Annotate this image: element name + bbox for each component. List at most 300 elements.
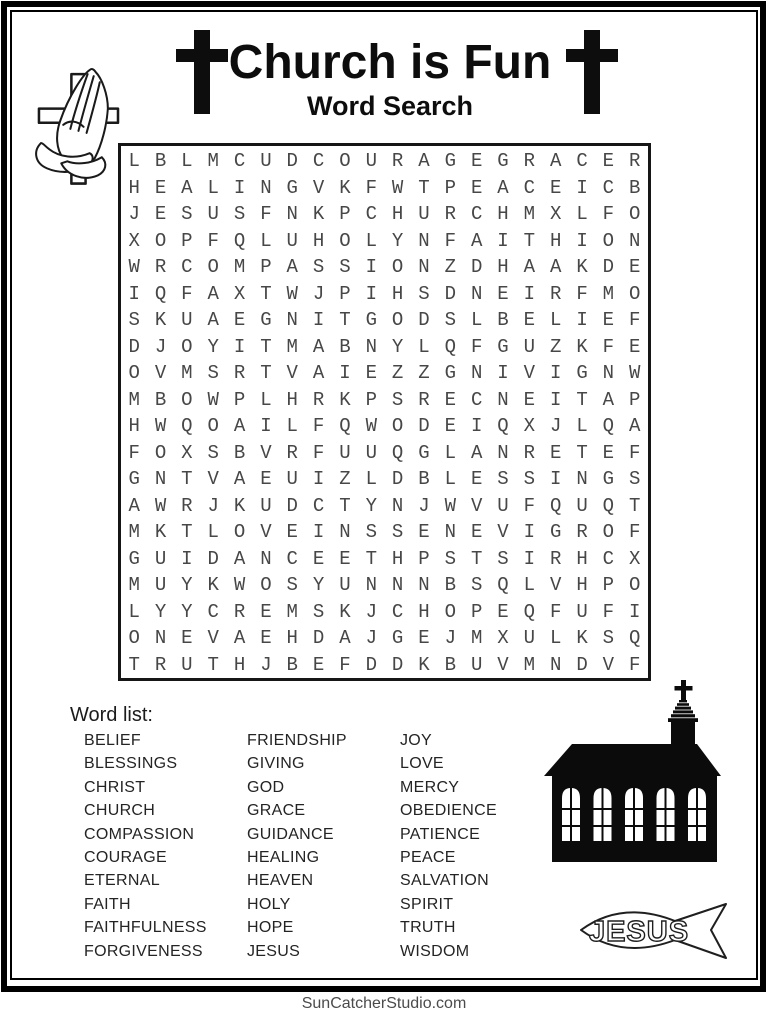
grid-cell: S <box>207 441 219 464</box>
grid-cell: H <box>233 653 246 676</box>
grid-cell: X <box>181 441 193 464</box>
word-item: SPIRIT <box>400 895 454 913</box>
word-item: SALVATION <box>400 872 489 890</box>
grid-cell: E <box>365 362 377 385</box>
grid-cell: F <box>207 229 219 252</box>
grid-cell: E <box>629 335 641 358</box>
grid-cell: O <box>629 282 641 305</box>
grid-cell: V <box>260 521 272 544</box>
grid-cell: A <box>602 388 615 411</box>
grid-cell: J <box>365 627 377 650</box>
grid-cell: J <box>312 282 325 305</box>
grid-cell: I <box>549 468 562 491</box>
grid-cell: U <box>523 335 536 358</box>
grid-cell: T <box>339 494 351 517</box>
grid-cell: E <box>549 176 562 199</box>
grid-cell: R <box>523 150 536 173</box>
grid-cell: E <box>312 547 325 570</box>
grid-cell: R <box>444 203 456 226</box>
word-item: TRUTH <box>400 919 456 937</box>
grid-cell: V <box>549 574 562 597</box>
grid-cell: I <box>497 362 509 385</box>
grid-cell: P <box>339 203 351 226</box>
grid-cell: T <box>181 521 193 544</box>
grid-cell: C <box>312 150 325 173</box>
grid-cell: W <box>128 256 140 279</box>
grid-cell: R <box>549 547 562 570</box>
grid-cell: O <box>207 415 219 438</box>
grid-cell: M <box>233 256 246 279</box>
grid-cell: V <box>497 653 509 676</box>
grid-row <box>121 175 648 202</box>
grid-cell: E <box>523 309 536 332</box>
grid-cell: R <box>181 494 193 517</box>
grid-cell: S <box>181 203 193 226</box>
grid-cell: C <box>312 494 325 517</box>
grid-cell: O <box>128 362 140 385</box>
grid-cell: V <box>312 176 325 199</box>
grid-cell: I <box>339 362 351 385</box>
grid-cell: A <box>549 256 562 279</box>
word-item: GOD <box>247 778 285 796</box>
grid-cell: E <box>444 388 456 411</box>
grid-cell: Z <box>339 468 351 491</box>
grid-cell: F <box>629 309 641 332</box>
grid-cell: S <box>497 468 509 491</box>
grid-row <box>121 572 648 599</box>
grid-cell: S <box>312 256 325 279</box>
word-item: OBEDIENCE <box>400 802 497 820</box>
grid-cell: H <box>549 229 562 252</box>
grid-cell: L <box>181 150 193 173</box>
grid-cell: H <box>128 415 140 438</box>
grid-cell: U <box>339 574 351 597</box>
grid-cell: G <box>365 309 377 332</box>
grid-row <box>121 228 648 255</box>
grid-cell: J <box>444 627 456 650</box>
grid-cell: A <box>339 627 351 650</box>
grid-cell: A <box>128 494 140 517</box>
grid-cell: N <box>260 176 272 199</box>
word-item: MERCY <box>400 778 460 796</box>
grid-cell: O <box>128 627 140 650</box>
grid-cell: Z <box>444 256 456 279</box>
word-item: JESUS <box>247 942 301 960</box>
grid-cell: H <box>391 547 404 570</box>
grid-cell: H <box>576 547 588 570</box>
grid-cell: S <box>629 468 641 491</box>
word-item: BELIEF <box>84 732 141 749</box>
grid-cell: R <box>312 388 325 411</box>
grid-cell: K <box>339 388 351 411</box>
grid-cell: J <box>365 600 377 623</box>
grid-cell: M <box>286 600 298 623</box>
page-subtitle: Word Search <box>306 91 474 122</box>
grid-cell: J <box>260 653 272 676</box>
grid-cell: T <box>128 653 140 676</box>
grid-cell: O <box>629 203 641 226</box>
grid-cell: Q <box>391 441 404 464</box>
grid-cell: L <box>444 468 456 491</box>
grid-cell: L <box>128 150 140 173</box>
grid-cell: F <box>629 441 641 464</box>
grid-cell: L <box>444 441 456 464</box>
grid-cell: O <box>391 415 404 438</box>
grid-cell: J <box>207 494 219 517</box>
grid-cell: W <box>444 494 456 517</box>
grid-cell: L <box>260 229 272 252</box>
grid-row <box>121 387 648 414</box>
grid-cell: V <box>286 362 298 385</box>
grid-cell: F <box>470 335 483 358</box>
grid-cell: N <box>629 229 641 252</box>
grid-cell: O <box>154 441 167 464</box>
grid-cell: A <box>233 547 246 570</box>
grid-cell: J <box>418 494 430 517</box>
word-item: GIVING <box>247 755 305 773</box>
word-item: HEALING <box>247 849 320 867</box>
grid-cell: U <box>181 309 193 332</box>
grid-cell: U <box>576 600 588 623</box>
grid-cell: A <box>312 362 325 385</box>
grid-cell: D <box>286 150 298 173</box>
grid-cell: E <box>233 309 246 332</box>
grid-cell: K <box>207 574 219 597</box>
grid-cell: B <box>444 574 456 597</box>
grid-cell: O <box>260 574 272 597</box>
grid-cell: X <box>629 547 641 570</box>
grid-cell: E <box>444 415 456 438</box>
grid-cell: M <box>207 150 219 173</box>
grid-cell: M <box>128 388 140 411</box>
grid-cell: N <box>549 653 562 676</box>
grid-cell: T <box>207 653 219 676</box>
grid-cell: U <box>154 574 167 597</box>
grid-cell: Y <box>312 574 325 597</box>
grid-cell: Y <box>181 574 193 597</box>
grid-cell: X <box>128 229 140 252</box>
grid-cell: W <box>154 415 167 438</box>
grid-cell: T <box>339 309 351 332</box>
grid-cell: P <box>181 229 193 252</box>
grid-cell: D <box>391 653 404 676</box>
grid-cell: O <box>154 229 167 252</box>
word-item: FORGIVENESS <box>84 942 203 960</box>
grid-cell: P <box>365 388 377 411</box>
grid-row <box>121 281 648 308</box>
grid-cell: V <box>602 653 615 676</box>
grid-cell: R <box>286 441 298 464</box>
grid-cell: A <box>629 415 641 438</box>
grid-cell: L <box>470 309 483 332</box>
grid-cell: U <box>207 203 219 226</box>
word-item: BLESSINGS <box>84 755 178 773</box>
grid-cell: O <box>339 229 351 252</box>
grid-cell: W <box>365 415 377 438</box>
grid-cell: Q <box>497 574 509 597</box>
grid-cell: Q <box>629 627 641 650</box>
grid-cell: C <box>602 547 615 570</box>
grid-cell: E <box>154 176 167 199</box>
grid-cell: K <box>576 256 588 279</box>
grid-cell: R <box>576 521 588 544</box>
word-item: HOLY <box>247 895 291 913</box>
grid-cell: F <box>549 600 562 623</box>
grid-cell: E <box>418 627 430 650</box>
grid-cell: V <box>497 521 509 544</box>
grid-cell: Q <box>523 600 536 623</box>
grid-cell: V <box>154 362 167 385</box>
grid-cell: U <box>286 468 298 491</box>
grid-cell: S <box>470 574 483 597</box>
grid-cell: W <box>207 388 219 411</box>
grid-cell: A <box>233 468 246 491</box>
grid-cell: G <box>444 150 456 173</box>
grid-cell: C <box>576 150 588 173</box>
grid-cell: T <box>365 547 377 570</box>
grid-cell: O <box>207 256 219 279</box>
grid-cell: I <box>497 229 509 252</box>
grid-cell: G <box>128 547 140 570</box>
grid-row <box>121 519 648 546</box>
grid-cell: N <box>365 574 377 597</box>
grid-row <box>121 360 648 387</box>
grid-cell: P <box>339 282 351 305</box>
grid-cell: A <box>418 150 430 173</box>
grid-cell: V <box>207 468 219 491</box>
grid-cell: F <box>181 282 193 305</box>
grid-cell: V <box>523 362 536 385</box>
grid-cell: O <box>629 574 641 597</box>
grid-cell: L <box>523 574 536 597</box>
grid-cell: X <box>523 415 536 438</box>
grid-cell: G <box>260 309 272 332</box>
grid-cell: B <box>154 150 167 173</box>
grid-cell: E <box>470 150 483 173</box>
page-title: Church is Fun <box>228 36 552 89</box>
grid-cell: I <box>629 600 641 623</box>
grid-cell: O <box>602 229 615 252</box>
word-item: CHURCH <box>84 802 156 820</box>
grid-cell: U <box>365 441 377 464</box>
grid-cell: U <box>523 627 536 650</box>
word-item: JOY <box>400 732 433 749</box>
grid-cell: O <box>602 521 615 544</box>
grid-cell: W <box>629 362 641 385</box>
grid-row <box>121 413 648 440</box>
grid-cell: I <box>549 362 562 385</box>
grid-cell: I <box>312 468 325 491</box>
grid-cell: V <box>470 494 483 517</box>
grid-cell: O <box>233 521 246 544</box>
grid-cell: N <box>470 282 483 305</box>
grid-cell: N <box>470 362 483 385</box>
grid-cell: K <box>312 203 325 226</box>
grid-cell: S <box>207 362 219 385</box>
word-column <box>247 729 347 963</box>
grid-cell: P <box>418 547 430 570</box>
grid-cell: Q <box>602 494 615 517</box>
grid-cell: E <box>260 627 272 650</box>
word-item: GUIDANCE <box>247 825 334 843</box>
grid-cell: Y <box>365 494 377 517</box>
grid-cell: L <box>207 521 219 544</box>
grid-cell: I <box>233 335 246 358</box>
grid-cell: U <box>260 494 272 517</box>
grid-cell: I <box>365 256 377 279</box>
grid-cell: L <box>549 309 562 332</box>
grid-row <box>121 334 648 361</box>
grid-row <box>121 201 648 228</box>
grid-cell: B <box>418 468 430 491</box>
grid-cell: A <box>470 441 483 464</box>
grid-cell: W <box>154 494 167 517</box>
grid-cell: E <box>154 203 167 226</box>
grid-cell: F <box>365 176 377 199</box>
grid-cell: I <box>523 521 536 544</box>
grid-cell: X <box>549 203 562 226</box>
grid-cell: D <box>286 494 298 517</box>
grid-cell: D <box>312 627 325 650</box>
grid-cell: N <box>286 203 298 226</box>
grid-cell: G <box>497 335 509 358</box>
cross-icon <box>566 30 618 114</box>
grid-cell: T <box>576 388 588 411</box>
grid-cell: G <box>444 362 456 385</box>
grid-cell: Q <box>154 282 167 305</box>
grid-cell: T <box>629 494 641 517</box>
grid-cell: L <box>365 229 377 252</box>
grid-cell: O <box>391 256 404 279</box>
word-item: WISDOM <box>400 942 470 960</box>
word-item: FAITH <box>84 895 131 913</box>
grid-cell: W <box>286 282 298 305</box>
grid-cell: D <box>365 653 377 676</box>
grid-cell: G <box>602 468 615 491</box>
grid-cell: A <box>549 150 562 173</box>
grid-cell: T <box>181 468 193 491</box>
grid-cell: O <box>181 388 193 411</box>
grid-cell: K <box>576 335 588 358</box>
grid-cell: N <box>260 547 272 570</box>
grid-cell: F <box>339 653 351 676</box>
letter-grid <box>118 143 651 681</box>
grid-cell: K <box>154 521 167 544</box>
grid-cell: R <box>233 600 246 623</box>
grid-cell: S <box>391 521 404 544</box>
grid-cell: E <box>497 282 509 305</box>
grid-cell: P <box>470 600 483 623</box>
grid-cell: S <box>365 521 377 544</box>
grid-cell: A <box>470 229 483 252</box>
grid-cell: L <box>576 415 588 438</box>
grid-cell: S <box>602 627 615 650</box>
grid-cell: B <box>233 441 246 464</box>
grid-cell: H <box>497 256 509 279</box>
grid-cell: H <box>576 574 588 597</box>
grid-cell: Q <box>339 415 351 438</box>
grid-cell: I <box>312 309 325 332</box>
word-item: FRIENDSHIP <box>247 732 347 749</box>
grid-cell: I <box>470 415 483 438</box>
word-item: CHRIST <box>84 778 146 796</box>
word-item: FAITHFULNESS <box>84 919 207 937</box>
grid-cell: N <box>286 309 298 332</box>
grid-cell: Y <box>181 600 193 623</box>
grid-cell: H <box>286 627 298 650</box>
grid-cell: D <box>418 415 430 438</box>
grid-row <box>121 625 648 652</box>
grid-cell: A <box>181 176 193 199</box>
word-column <box>400 729 497 963</box>
grid-cell: J <box>154 335 167 358</box>
grid-cell: L <box>128 600 140 623</box>
grid-cell: C <box>181 256 193 279</box>
grid-cell: D <box>128 335 140 358</box>
grid-cell: Q <box>602 415 615 438</box>
grid-cell: D <box>391 468 404 491</box>
word-item: LOVE <box>400 755 444 773</box>
grid-cell: R <box>549 282 562 305</box>
grid-cell: R <box>523 441 536 464</box>
grid-cell: E <box>470 521 483 544</box>
grid-cell: I <box>260 415 272 438</box>
grid-cell: Y <box>207 335 219 358</box>
jesus-fish-icon <box>576 897 734 963</box>
footer-credit: SunCatcherStudio.com <box>301 995 467 1012</box>
grid-cell: E <box>181 627 193 650</box>
grid-cell: T <box>418 176 430 199</box>
church-icon <box>542 676 722 866</box>
grid-cell: T <box>260 335 272 358</box>
grid-cell: D <box>418 309 430 332</box>
grid-cell: F <box>629 521 641 544</box>
word-item: COURAGE <box>84 849 167 867</box>
grid-cell: N <box>154 468 167 491</box>
grid-cell: A <box>497 176 509 199</box>
grid-cell: R <box>418 388 430 411</box>
grid-cell: L <box>365 468 377 491</box>
grid-cell: Q <box>497 415 509 438</box>
grid-cell: E <box>470 468 483 491</box>
grid-cell: X <box>233 282 246 305</box>
grid-cell: J <box>549 415 562 438</box>
grid-cell: F <box>576 282 588 305</box>
grid-cell: O <box>391 309 404 332</box>
grid-cell: U <box>497 494 509 517</box>
grid-cell: N <box>602 362 615 385</box>
grid-cell: T <box>523 229 536 252</box>
grid-cell: N <box>576 468 588 491</box>
grid-cell: O <box>444 600 456 623</box>
grid-cell: U <box>286 229 298 252</box>
grid-row <box>121 546 648 573</box>
grid-cell: A <box>523 256 536 279</box>
grid-cell: G <box>128 468 140 491</box>
grid-cell: H <box>418 600 430 623</box>
grid-cell: C <box>470 388 483 411</box>
grid-cell: K <box>154 309 167 332</box>
grid-cell: S <box>418 282 430 305</box>
grid-cell: N <box>418 256 430 279</box>
grid-cell: Q <box>549 494 562 517</box>
grid-cell: E <box>549 441 562 464</box>
grid-cell: I <box>576 309 588 332</box>
word-item: COMPASSION <box>84 825 195 843</box>
grid-cell: E <box>602 441 615 464</box>
grid-cell: E <box>312 653 325 676</box>
grid-cell: B <box>444 653 456 676</box>
